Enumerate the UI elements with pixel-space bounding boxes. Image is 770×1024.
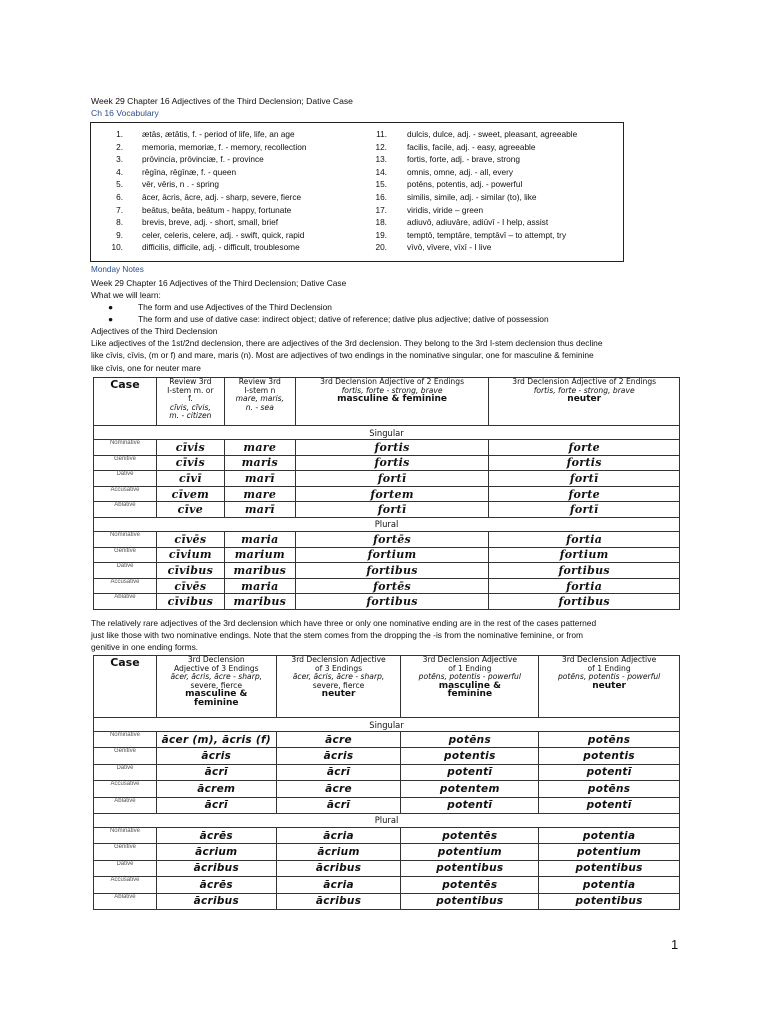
bullet-marker: ● (108, 314, 114, 324)
table-row (94, 893, 680, 909)
declension-form: fortis (295, 440, 489, 456)
vocab-number: 15. (375, 179, 387, 190)
declension-form: marī (224, 471, 295, 487)
table-row (94, 827, 680, 843)
section-label: Singular (94, 718, 680, 732)
declension-form: mare (224, 486, 295, 502)
declension-form: potentia (539, 827, 680, 843)
declension-form: ācre (276, 732, 401, 748)
vocab-number: 12. (375, 141, 387, 152)
declension-form: maria (224, 578, 295, 594)
declension-form: ācrī (156, 797, 276, 813)
declension-form: ācris (156, 748, 276, 764)
vocab-number: 17. (375, 204, 387, 215)
vocab-entry: difficilis, difficile, adj. - difficult, troublesome (142, 242, 300, 253)
vocab-number: 2. (116, 141, 123, 152)
vocab-entry: brevis, breve, adj. - short, small, brief (142, 217, 279, 228)
table-row (94, 531, 680, 547)
declension-form: fortibus (295, 594, 489, 610)
vocab-number: 8. (116, 217, 123, 228)
declension-form: ācribus (276, 860, 401, 876)
table-row (94, 440, 680, 456)
declension-form: fortibus (489, 563, 680, 579)
declension-form: fortibus (295, 563, 489, 579)
table-row (94, 471, 680, 487)
learn-heading: What we will learn: (91, 290, 161, 300)
page-number: 1 (671, 937, 679, 952)
declension-form: potentium (401, 844, 539, 860)
table-row (94, 563, 680, 579)
declension-form: fortī (295, 471, 489, 487)
vocab-number: 7. (116, 204, 123, 215)
table-row (94, 797, 680, 813)
vocab-entry: vīvō, vīvere, vīxī - I live (407, 242, 492, 253)
declension-form: fortia (489, 578, 680, 594)
declension-form: potentēs (401, 877, 539, 893)
notes-title: Week 29 Chapter 16 Adjectives of the Third Declension; Dative Case (91, 278, 347, 288)
vocab-entry: adiuvō, adiuvāre, adiūvī - I help, assist (407, 217, 549, 228)
table-row (94, 764, 680, 780)
declension-form: marium (224, 547, 295, 563)
table-row (94, 502, 680, 518)
table-row (94, 486, 680, 502)
column-header: Review 3rd I-stem m. or f. cīvis, cīvis, m. - citizen (156, 378, 224, 426)
declension-form: cīvium (156, 547, 224, 563)
case-header: Case (94, 656, 157, 718)
bullet-item-1: The form and use Adjectives of the Third Declension (138, 302, 332, 312)
case-name: Dative (94, 764, 157, 780)
case-name: Dative (94, 860, 157, 876)
declension-form: potēns (539, 732, 680, 748)
column-header: 3rd Declension Adjective of 1 Ending potēns, potentis - powerful masculine & feminine (401, 656, 539, 718)
paragraph-line: like cīvis, cīvis, (m or f) and mare, maris (n). Most are adjectives of two endings in the nominative singular, one for masculine & feminine (91, 350, 594, 360)
column-header: 3rd Declension Adjective of 2 Endings fortis, forte - strong, brave masculine & feminine (295, 378, 489, 426)
declension-form: cīvibus (156, 563, 224, 579)
vocab-number: 16. (375, 192, 387, 202)
declension-form: potentī (401, 764, 539, 780)
declension-form: fortibus (489, 594, 680, 610)
declension-form: marī (224, 502, 295, 518)
vocab-number: 6. (116, 192, 123, 202)
paragraph-line: Like adjectives of the 1st/2nd declension, there are adjectives of the 3rd declension. They belong to the 3rd I-stem declension thus decline (91, 338, 603, 348)
case-name: Dative (94, 471, 157, 487)
table-row (94, 547, 680, 563)
case-name: Nominative (94, 440, 157, 456)
section-label: Singular (94, 426, 680, 440)
table-row (94, 877, 680, 893)
case-name: Ablative (94, 502, 157, 518)
table-row (94, 860, 680, 876)
declension-form: ācribus (276, 893, 401, 909)
vocab-number: 10. (111, 242, 123, 253)
declension-form: potentibus (401, 860, 539, 876)
vocab-number: 13. (375, 154, 387, 165)
declension-form: ācrem (156, 781, 276, 797)
case-name: Genitive (94, 844, 157, 860)
column-header: Review 3rd I-stem n mare, maris, n. - sea (224, 378, 295, 426)
vocab-number: 4. (116, 166, 123, 177)
case-header: Case (94, 378, 157, 426)
case-name: Dative (94, 563, 157, 579)
declension-form: ācria (276, 827, 401, 843)
vocab-entry: prōvincia, prōvinciæ, f. - province (142, 154, 264, 165)
declension-form: potentis (539, 748, 680, 764)
column-header: 3rd Declension Adjective of 3 Endings ācer, ācris, ācre - sharp, severe, fierce masculine & feminine (156, 656, 276, 718)
vocab-entry: beātus, beāta, beātum - happy, fortunate (142, 204, 292, 215)
case-name: Genitive (94, 455, 157, 471)
declension-form: ācrēs (156, 827, 276, 843)
case-name: Ablative (94, 893, 157, 909)
declension-form: potentī (539, 797, 680, 813)
declension-form: ācer (m), ācris (f) (156, 732, 276, 748)
bullet-marker: ● (108, 302, 114, 312)
declension-form: potentia (539, 877, 680, 893)
vocab-entry: potēns, potentis, adj. - powerful (407, 179, 523, 190)
declension-form: forte (489, 486, 680, 502)
declension-form: potēns (401, 732, 539, 748)
declension-form: potentibus (539, 860, 680, 876)
vocab-number: 14. (375, 166, 387, 177)
case-name: Nominative (94, 732, 157, 748)
paragraph-line: like cīvis, one for neuter mare (91, 363, 201, 373)
declension-form: potentī (401, 797, 539, 813)
declension-form: fortia (489, 531, 680, 547)
vocab-number: 9. (116, 229, 123, 240)
case-name: Nominative (94, 531, 157, 547)
declension-form: cīvis (156, 440, 224, 456)
declension-form: ācrī (276, 797, 401, 813)
bullet-item-2: The form and use of dative case: indirect object; dative of reference; dative plus adjective; dative of possession (138, 314, 549, 324)
declension-form: fortī (295, 502, 489, 518)
paragraph-line: just like those with two nominative endings. Note that the stem comes from the dropping the -is from the nominative feminine, or from (91, 630, 584, 640)
vocab-entry: vēr, vēris, n . - spring (142, 179, 220, 190)
table-row (94, 844, 680, 860)
declension-form: potentium (539, 844, 680, 860)
declension-form: forte (489, 440, 680, 456)
section-heading: Adjectives of the Third Declension (91, 326, 218, 336)
vocab-entry: rēgīna, rēgīnæ, f. - queen (142, 166, 237, 177)
table-row (94, 455, 680, 471)
declension-form: maris (224, 455, 295, 471)
declension-form: fortem (295, 486, 489, 502)
column-header: 3rd Declension Adjective of 1 Ending potēns, potentis - powerful neuter (539, 656, 680, 718)
declension-form: fortēs (295, 531, 489, 547)
vocab-entry: memoria, memoriæ, f. - memory, recollection (142, 141, 307, 152)
paragraph-line: genitive in one ending forms. (91, 642, 199, 652)
column-header: 3rd Declension Adjective of 2 Endings fortis, forte - strong, brave neuter (489, 378, 680, 426)
case-name: Genitive (94, 748, 157, 764)
vocab-entry: ācer, ācris, ācre, adj. - sharp, severe, fierce (142, 192, 302, 202)
paragraph-line: The relatively rare adjectives of the 3rd declension which have three or only one nominative ending are in the rest of the cases patterned (91, 618, 597, 628)
declension-form: potēns (539, 781, 680, 797)
declension-form: ācribus (156, 860, 276, 876)
vocab-box (90, 122, 624, 262)
vocab-number: 19. (375, 229, 387, 240)
case-name: Accusative (94, 877, 157, 893)
declension-form: cīvēs (156, 578, 224, 594)
declension-form: ācris (276, 748, 401, 764)
declension-form: potentī (539, 764, 680, 780)
declension-form: ācre (276, 781, 401, 797)
declension-form: fortēs (295, 578, 489, 594)
declension-form: fortis (489, 455, 680, 471)
declension-form: ācrī (156, 764, 276, 780)
case-name: Genitive (94, 547, 157, 563)
declension-form: cīvibus (156, 594, 224, 610)
section-label: Plural (94, 517, 680, 531)
vocab-number: 3. (116, 154, 123, 165)
table-row (94, 781, 680, 797)
vocab-entry: omnis, omne, adj. - all, every (407, 166, 514, 177)
declension-form: potentem (401, 781, 539, 797)
declension-form: maribus (224, 594, 295, 610)
vocab-entry: temptō, temptāre, temptāvī – to attempt, try (407, 229, 567, 240)
table-row (94, 732, 680, 748)
vocab-number: 5. (116, 179, 123, 190)
column-header: 3rd Declension Adjective of 3 Endings ācer, ācris, ācre - sharp, severe, fierce neuter (276, 656, 401, 718)
vocab-entry: fortis, forte, adj. - brave, strong (407, 154, 520, 165)
declension-form: potentis (401, 748, 539, 764)
declension-form: fortis (295, 455, 489, 471)
declension-form: cīve (156, 502, 224, 518)
declension-form: potentēs (401, 827, 539, 843)
case-name: Accusative (94, 486, 157, 502)
declension-form: ācrēs (156, 877, 276, 893)
table-row (94, 594, 680, 610)
page-title: Week 29 Chapter 16 Adjectives of the Third Declension; Dative Case (91, 96, 353, 106)
vocab-subtitle: Ch 16 Vocabulary (91, 108, 159, 118)
table-row (94, 748, 680, 764)
vocab-entry: similis, simile, adj. - similar (to), like (407, 192, 537, 202)
declension-form: cīvem (156, 486, 224, 502)
declension-form: cīvēs (156, 531, 224, 547)
declension-table-2-endings (93, 377, 680, 610)
declension-table-3-and-1-endings (93, 655, 680, 910)
vocab-number: 18. (375, 217, 387, 228)
case-name: Ablative (94, 797, 157, 813)
vocab-number: 11. (376, 129, 387, 139)
case-name: Ablative (94, 594, 157, 610)
section-label: Plural (94, 813, 680, 827)
monday-notes-label: Monday Notes (91, 265, 144, 274)
declension-form: mare (224, 440, 295, 456)
vocab-entry: ætās, ætātis, f. - period of life, life, an age (142, 129, 295, 139)
declension-form: fortium (489, 547, 680, 563)
declension-form: maribus (224, 563, 295, 579)
vocab-entry: dulcis, dulce, adj. - sweet, pleasant, agreeable (407, 129, 578, 139)
declension-form: potentibus (539, 893, 680, 909)
vocab-entry: facilis, facile, adj. - easy, agreeable (407, 141, 536, 152)
declension-form: ācrī (276, 764, 401, 780)
table-row (94, 578, 680, 594)
declension-form: cīvī (156, 471, 224, 487)
declension-form: maria (224, 531, 295, 547)
case-name: Accusative (94, 578, 157, 594)
case-name: Accusative (94, 781, 157, 797)
declension-form: fortium (295, 547, 489, 563)
declension-form: ācria (276, 877, 401, 893)
declension-form: ācrium (156, 844, 276, 860)
declension-form: cīvis (156, 455, 224, 471)
declension-form: fortī (489, 471, 680, 487)
declension-form: ācrium (276, 844, 401, 860)
vocab-number: 20. (375, 242, 387, 253)
case-name: Nominative (94, 827, 157, 843)
vocab-entry: viridis, viride – green (407, 204, 484, 215)
declension-form: ācribus (156, 893, 276, 909)
declension-form: potentibus (401, 893, 539, 909)
vocab-entry: celer, celeris, celere, adj. - swift, quick, rapid (142, 229, 305, 240)
declension-form: fortī (489, 502, 680, 518)
vocab-number: 1. (116, 129, 123, 139)
